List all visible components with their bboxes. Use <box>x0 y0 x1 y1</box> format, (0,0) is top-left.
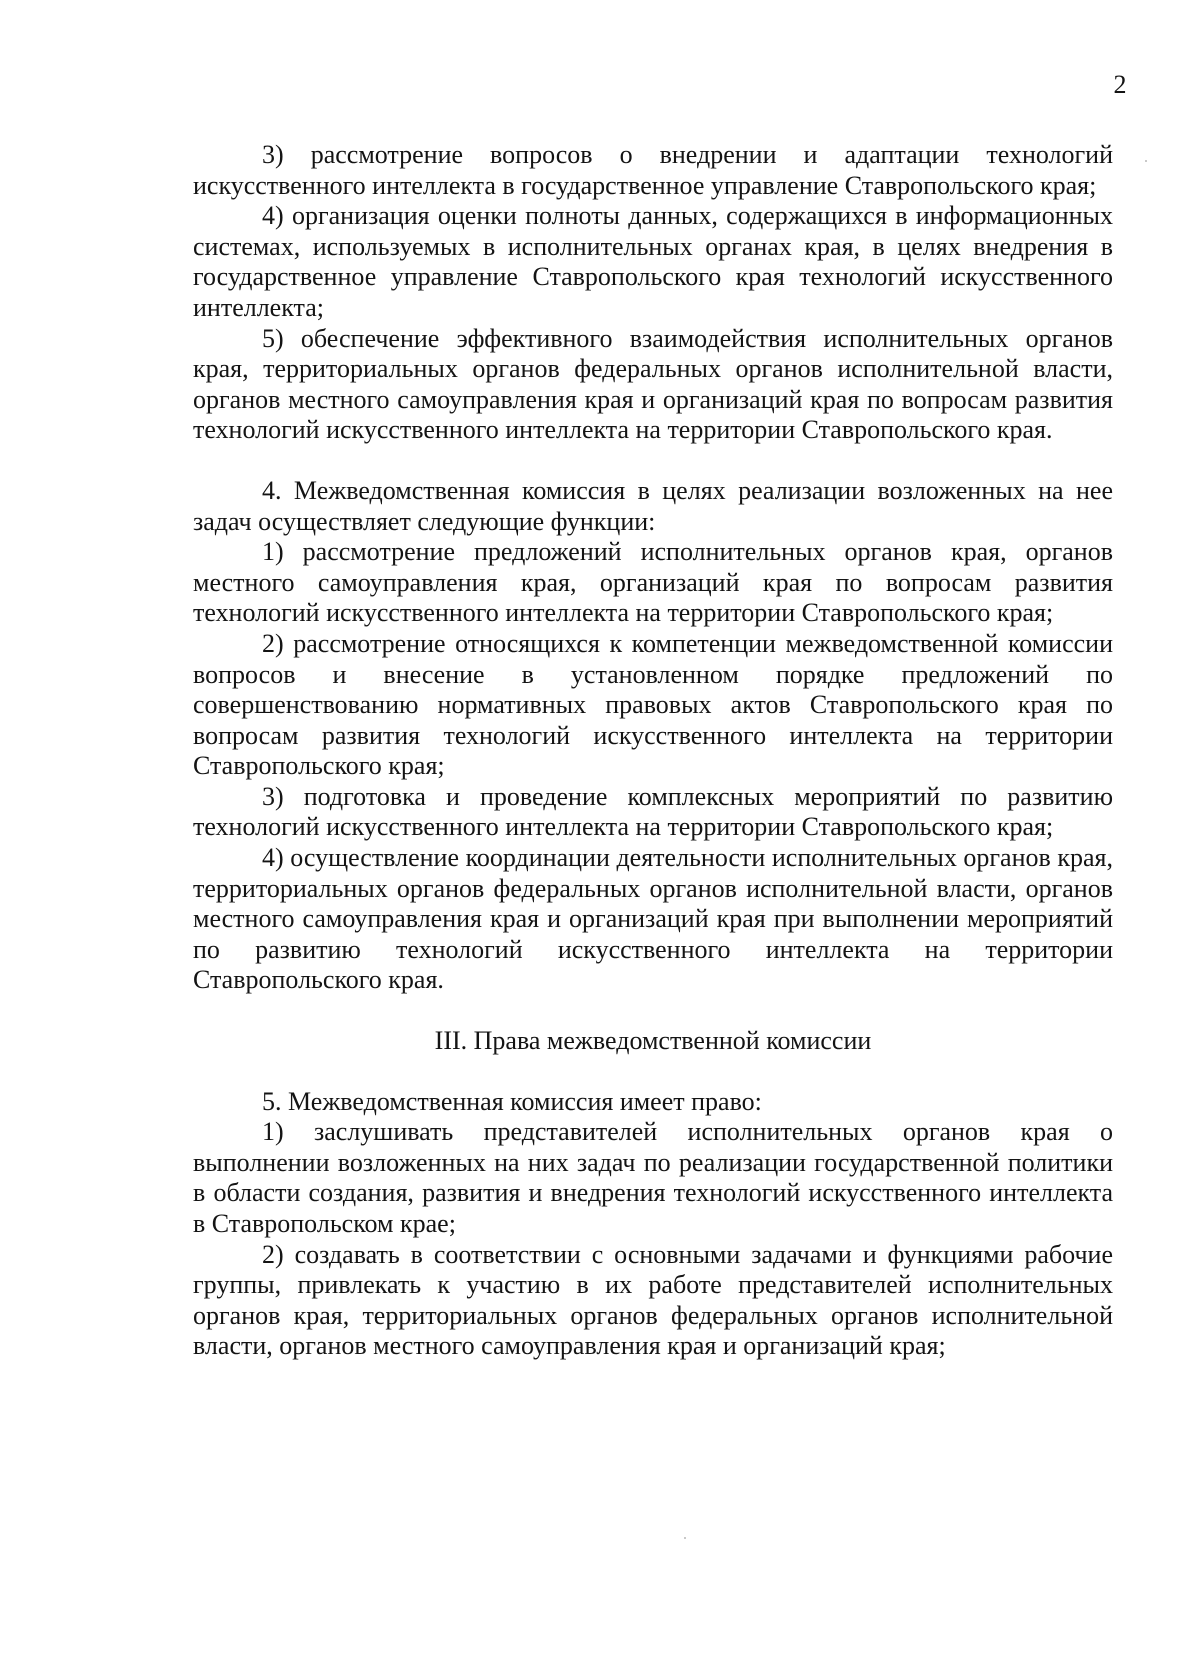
document-body <box>193 140 1113 1362</box>
paragraph-4-4: 4) осуществление координации деятельности исполнительных органов края, территориальных органов федеральных органов исполнительной власти, органов местного самоуправления края и организаций края при выполнении мероприятий по развитию технологий искусственного интеллекта на территории Ставропольского края. <box>193 843 1113 995</box>
paragraph-5-1: 1) заслушивать представителей исполнительных органов края о выполнении возложенных на них задач по реализации государственной политики в области создания, развития и внедрения технологий искусственного интеллекта в Ставропольском крае; <box>193 1117 1113 1238</box>
paragraph-3-3: 3) рассмотрение вопросов о внедрении и адаптации технологий искусственного интеллекта в государственное управление Ставропольского края; <box>193 140 1113 200</box>
paragraph-4-3: 3) подготовка и проведение комплексных мероприятий по развитию технологий искусственного интеллекта на территории Ставропольского края; <box>193 781 1113 842</box>
section-heading: III. Права межведомственной комиссии <box>434 1026 872 1056</box>
scan-speck <box>1145 160 1147 162</box>
paragraph-5-2: 2) создавать в соответствии с основными задачами и функциями рабочие группы, привлекать к участию в их работе представителей исполнительных органов края, территориальных органов федеральных органов исполнительной власти, органов местного самоуправления края и организаций края; <box>193 1239 1113 1361</box>
paragraph-4-intro: 4. Межведомственная комиссия в целях реализации возложенных на нее задач осуществляет следующие функции: <box>193 475 1113 536</box>
paragraph-3-5: 5) обеспечение эффективного взаимодействия исполнительных органов края, территориальных органов федеральных органов исполнительной власти, органов местного самоуправления края и организаций края по вопросам развития технологий искусственного интеллекта на территории Ставропольского края. <box>193 323 1113 445</box>
paragraph-5-intro: 5. Межведомственная комиссия имеет право: <box>262 1086 762 1116</box>
page-number: 2 <box>1113 70 1127 99</box>
scan-speck <box>684 1537 686 1539</box>
paragraph-4-1: 1) рассмотрение предложений исполнительных органов края, органов местного самоуправления края, организаций края по вопросам развития технологий искусственного интеллекта на территории Ставропольского края; <box>193 537 1113 628</box>
paragraph-4-2: 2) рассмотрение относящихся к компетенции межведомственной комиссии вопросов и внесение в установленном порядке предложений по совершенствованию нормативных правовых актов Ставропольского края по вопросам развития технологий искусственного интеллекта на территории Ставропольского края; <box>193 628 1113 781</box>
paragraph-3-4: 4) организация оценки полноты данных, содержащихся в информационных системах, используемых в исполнительных органах края, в целях внедрения в государственное управление Ставропольского края технологий искусственного интеллекта; <box>193 201 1113 322</box>
